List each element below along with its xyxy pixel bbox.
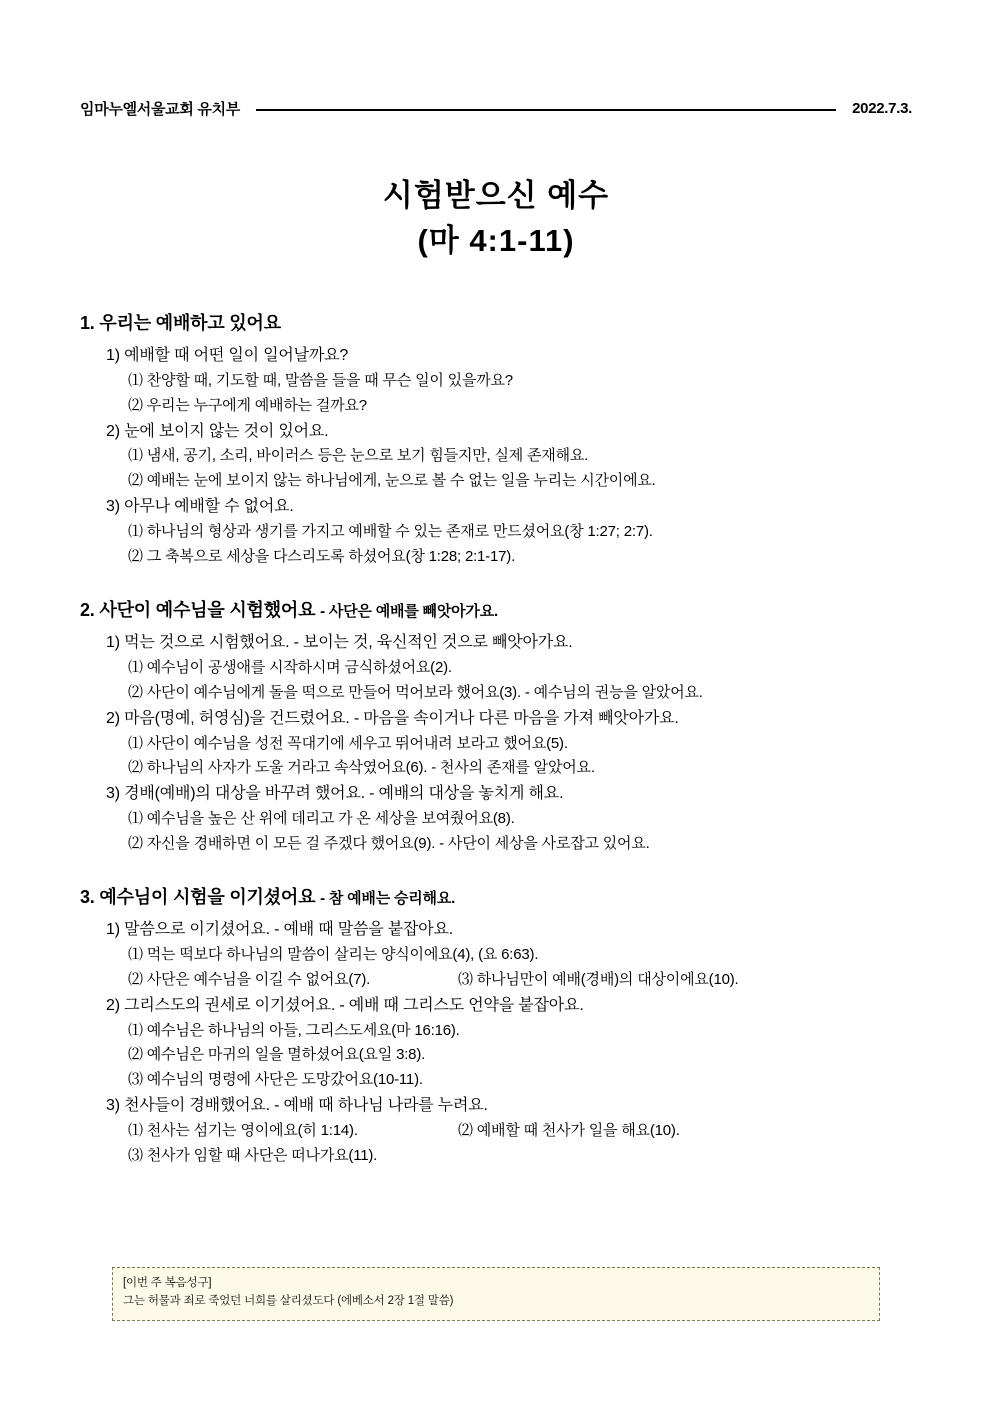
list-item: ⑶ 예수님의 명령에 사단은 도망갔어요(10-11). <box>128 1071 423 1089</box>
list-item: 1) 먹는 것으로 시험했어요. - 보이는 것, 육신적인 것으로 빼앗아가요. <box>106 633 573 651</box>
section-heading-text: 1. 우리는 예배하고 있어요 <box>80 312 281 333</box>
list-item: ⑴ 천사는 섬기는 영이에요(히 1:14). <box>128 1122 358 1140</box>
list-item: ⑵ 예배는 눈에 보이지 않는 하나님에게, 눈으로 볼 수 없는 일을 누리는 시간이에요. <box>128 472 656 490</box>
list-item: ⑵ 예수님은 마귀의 일을 멸하셨어요(요일 3:8). <box>128 1046 426 1064</box>
section-heading-text: 2. 사단이 예수님을 시험했어요 <box>80 599 316 620</box>
title-main: 시험받으신 예수 <box>382 178 610 213</box>
list-item: 1) 예배할 때 어떤 일이 일어날까요? <box>106 346 349 364</box>
list-item: ⑵ 예배할 때 천사가 일을 해요(10). <box>458 1122 680 1140</box>
document-date: 2022.7.3. <box>852 100 912 117</box>
title-scripture-reference: (마 4:1-11) <box>417 222 575 258</box>
header-divider-rule <box>256 109 836 111</box>
list-item-pair <box>128 1119 912 1144</box>
list-item-pair <box>128 968 912 993</box>
list-item: ⑴ 찬양할 때, 기도할 때, 말씀을 들을 때 무슨 일이 있을까요? <box>128 371 513 389</box>
list-item: ⑶ 천사가 임할 때 사단은 떠나가요(11). <box>128 1147 378 1165</box>
section-heading-note: - 참 예배는 승리해요. <box>320 890 456 907</box>
list-item: ⑵ 자신을 경배하면 이 모든 걸 주겠다 했어요(9). - 사단이 세상을 사로잡고 있어요. <box>128 835 650 853</box>
list-item: ⑶ 하나님만이 예배(경배)의 대상이에요(10). <box>458 970 739 988</box>
memory-verse-box <box>112 1267 880 1321</box>
section-heading <box>80 596 912 622</box>
list-item: ⑵ 사단이 예수님에게 돌을 떡으로 만들어 먹어보라 했어요(3). - 예수님의 권능을 알았어요. <box>128 683 703 701</box>
list-item: ⑴ 예수님은 하나님의 아들, 그리스도세요(마 16:16). <box>128 1021 460 1039</box>
lesson-section <box>80 309 912 570</box>
section-heading <box>80 309 912 335</box>
section-heading-note: - 사단은 예배를 빼앗아가요. <box>320 602 498 620</box>
page-title <box>80 174 912 264</box>
list-item: ⑵ 사단은 예수님을 이길 수 없어요(7). <box>128 970 371 988</box>
list-item: ⑴ 먹는 떡보다 하나님의 말씀이 살리는 양식이에요(4), (요 6:63). <box>128 945 539 963</box>
list-item: 3) 천사들이 경배했어요. - 예배 때 하나님 나라를 누려요. <box>106 1097 488 1115</box>
list-item: 2) 눈에 보이지 않는 것이 있어요. <box>106 422 329 440</box>
list-item: 2) 마음(명예, 허영심)을 건드렸어요. - 마음을 속이거나 다른 마음을 가져 빼앗아가요. <box>106 709 679 727</box>
document-header <box>80 0 912 119</box>
list-item: ⑵ 우리는 누구에게 예배하는 걸까요? <box>128 396 367 414</box>
lesson-section <box>80 883 912 1169</box>
list-item: ⑴ 하나님의 형상과 생기를 가지고 예배할 수 있는 존재로 만드셨어요(창 1:27; 2:7). <box>128 523 653 541</box>
list-item: 3) 경배(예배)의 대상을 바꾸려 했어요. - 예배의 대상을 놓치게 해요. <box>106 785 564 803</box>
memory-verse-label: [이번 주 복음성구] <box>123 1277 212 1290</box>
lesson-section <box>80 596 912 857</box>
section-heading <box>80 883 912 909</box>
list-item: ⑵ 하나님의 사자가 도울 거라고 속삭였어요(6). - 천사의 존재를 알았어요. <box>128 759 595 777</box>
list-item: ⑴ 사단이 예수님을 성전 꼭대기에 세우고 뛰어내려 보라고 했어요(5). <box>128 734 568 752</box>
list-item: 2) 그리스도의 권세로 이기셨어요. - 예배 때 그리스도 언약을 붙잡아요. <box>106 996 584 1014</box>
lesson-content <box>80 309 912 1169</box>
memory-verse-text: 그는 허물과 죄로 죽었던 너희를 살리셨도다 (에베소서 2장 1절 말씀) <box>123 1295 454 1308</box>
list-item: 3) 아무나 예배할 수 없어요. <box>106 498 294 516</box>
section-heading-text: 3. 예수님이 시험을 이기셨어요 <box>80 887 316 907</box>
list-item: ⑴ 냄새, 공기, 소리, 바이러스 등은 눈으로 보기 힘들지만, 실제 존재해요. <box>128 447 589 465</box>
list-item: ⑵ 그 축복으로 세상을 다스리도록 하셨어요(창 1:28; 2:1-17). <box>128 548 516 566</box>
list-item: 1) 말씀으로 이기셨어요. - 예배 때 말씀을 붙잡아요. <box>106 921 454 938</box>
church-name: 임마누엘서울교회 유치부 <box>80 101 240 118</box>
list-item: ⑴ 예수님이 공생애를 시작하시며 금식하셨어요(2). <box>128 658 452 676</box>
list-item: ⑴ 예수님을 높은 산 위에 데리고 가 온 세상을 보여줬어요(8). <box>128 810 515 828</box>
